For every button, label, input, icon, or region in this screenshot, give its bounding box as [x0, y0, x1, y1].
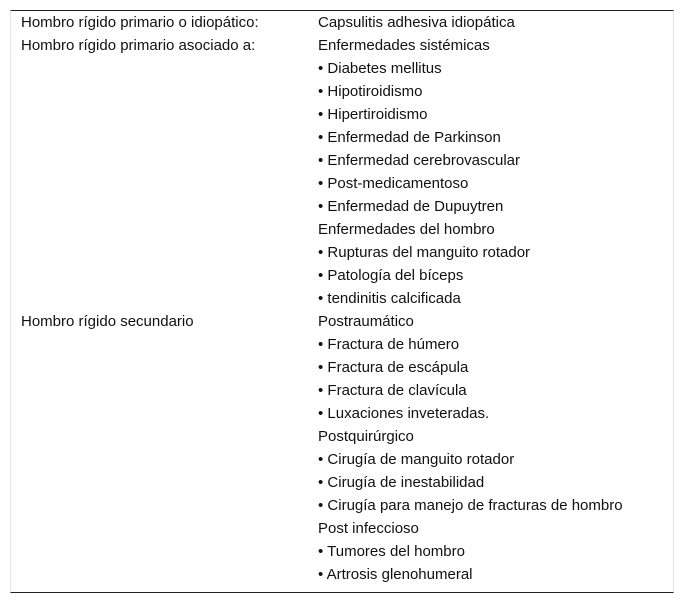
list-item: • Artrosis glenohumeral: [318, 566, 473, 583]
category-heading: Post infeccioso: [318, 520, 419, 537]
category-heading: Enfermedades sistémicas: [318, 37, 490, 54]
list-item: • Cirugía de manguito rotador: [318, 451, 515, 468]
row-items-cell: [318, 310, 673, 586]
list-item: • Hipertiroidismo: [318, 106, 428, 123]
table-row: [11, 11, 673, 34]
list-item: • Fractura de húmero: [318, 336, 460, 353]
list-item: • Tumores del hombro: [318, 543, 465, 560]
list-item: • Post-medicamentoso: [318, 175, 469, 192]
list-item: • Hipotiroidismo: [318, 83, 423, 100]
classification-table-grid: [11, 11, 673, 586]
table-row: [11, 34, 673, 310]
category-heading: Postquirúrgico: [318, 428, 414, 445]
row-label: Hombro rígido primario asociado a:: [21, 37, 256, 54]
list-item: • Cirugía de inestabilidad: [318, 474, 485, 491]
list-item: • Luxaciones inveteradas.: [318, 405, 490, 422]
category-heading: Postraumático: [318, 313, 414, 330]
row-label: Hombro rígido secundario: [21, 313, 194, 330]
table-row: [11, 310, 673, 586]
list-item: • Enfermedad cerebrovascular: [318, 152, 521, 169]
row-label-cell: [11, 34, 318, 310]
row-items-cell: [318, 34, 673, 310]
table-body: [11, 11, 673, 586]
row-label: Hombro rígido primario o idiopático:: [21, 14, 259, 31]
list-item: • Enfermedad de Dupuytren: [318, 198, 504, 215]
classification-table: [10, 10, 674, 593]
list-item: • Cirugía para manejo de fracturas de hombro: [318, 497, 623, 514]
list-item: • Patología del bíceps: [318, 267, 464, 284]
category-heading: Capsulitis adhesiva idiopática: [318, 14, 515, 31]
row-label-cell: [11, 310, 318, 586]
list-item: • tendinitis calcificada: [318, 290, 461, 307]
category-heading: Enfermedades del hombro: [318, 221, 495, 238]
row-items-cell: [318, 11, 673, 34]
list-item: • Enfermedad de Parkinson: [318, 129, 501, 146]
list-item: • Rupturas del manguito rotador: [318, 244, 531, 261]
list-item: • Fractura de escápula: [318, 359, 469, 376]
list-item: • Diabetes mellitus: [318, 60, 442, 77]
row-label-cell: [11, 11, 318, 34]
list-item: • Fractura de clavícula: [318, 382, 467, 399]
